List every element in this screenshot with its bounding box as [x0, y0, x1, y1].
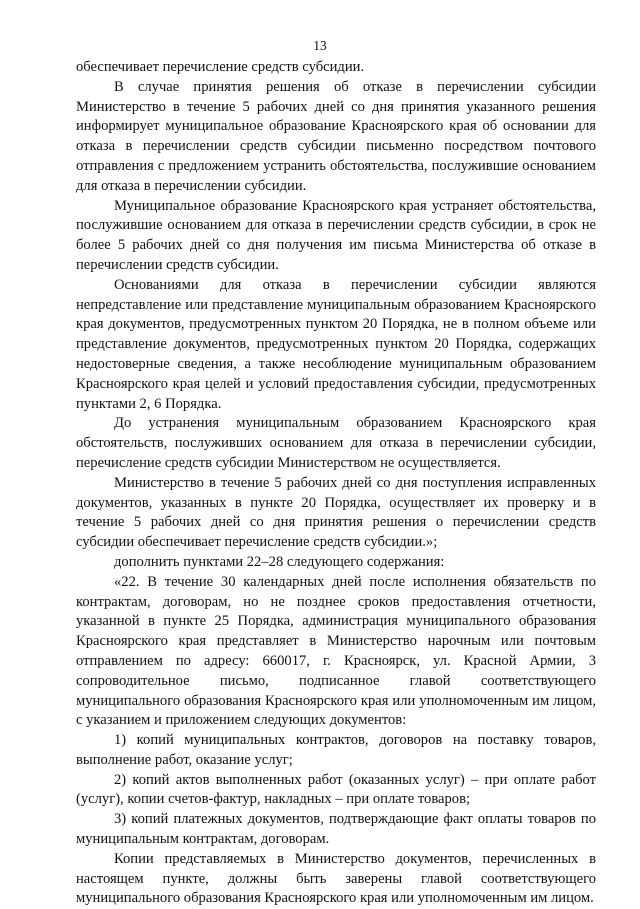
list-item: 2) копий актов выполненных работ (оказанных услуг) – при оплате работ (услуг), копии счетов-фактур, накладных – при оплате товаров; — [76, 771, 596, 808]
paragraph: В случае принятия решения об отказе в перечислении субсидии Министерство в течение 5 рабочих дней со дня принятия указанного решения информирует муниципальное образование Красноярского края об основании для отказа в перечислении средств субсидии письменно посредством почтового отправления с предложением устранить обстоятельства, послужившие основанием для отказа в перечислении субсидии. — [76, 78, 596, 194]
paragraph: обеспечивает перечисление средств субсидии. — [76, 59, 365, 75]
list-item: 3) копий платежных документов, подтверждающие факт оплаты товаров по муниципальным контрактам, договорам. — [76, 811, 596, 848]
paragraph: Министерство в течение 5 рабочих дней со дня поступления исправленных документов, указанных в пункте 20 Порядка, осуществляет их проверку и в течение 5 рабочих дней со дня принятия решения о перечислении средств субсидии обеспечивает перечисление средств субсидии.»; — [76, 474, 596, 551]
paragraph: Копии представляемых в Министерство документов, перечисленных в настоящем пункте, должны быть заверены главой соответствующего муниципального образования Красноярского края или уполномоченным им лицом. — [76, 850, 596, 907]
page-number: 13 — [313, 38, 327, 53]
paragraph: Муниципальное образование Красноярского края устраняет обстоятельства, послужившие основанием для отказа в перечислении средств субсидии, в срок не более 5 рабочих дней со дня получения им письма Министерства об отказе в перечислении средств субсидии. — [76, 197, 596, 273]
document-body — [76, 58, 596, 909]
list-item: 1) копий муниципальных контрактов, договоров на поставку товаров, выполнение работ, оказание услуг; — [76, 732, 596, 768]
paragraph: дополнить пунктами 22–28 следующего содержания: — [114, 553, 445, 570]
paragraph: Основаниями для отказа в перечислении субсидии являются непредставление или представление муниципальным образованием Красноярского края документов, предусмотренных пунктом 20 Порядка, не в полном объеме или представление документов, предусмотренных пунктом 20 Порядка, содержащих недостоверные сведения, а также несоблюдение муниципальным образованием Красноярского края целей и условий предоставления субсидии, предусмотренных пунктами 2, 6 Порядка. — [76, 276, 596, 412]
paragraph: «22. В течение 30 календарных дней после исполнения обязательств по контрактам, договорам, но не позднее сроков предоставления отчетности, указанной в пункте 25 Порядка, администрация муниципального образования Красноярского края представляет в Министерство нарочным или почтовым отправлением по адресу: 660017, г. Красноярск, ул. Красной Армии, 3 сопроводительное письмо, подписанное главой соответствующего муниципального образования Красноярского края или уполномоченным им лицом, с указанием и приложением следующих документов: — [76, 573, 596, 729]
paragraph: До устранения муниципальным образованием Красноярского края обстоятельств, послуживших основанием для отказа в перечислении субсидии, перечисление средств субсидии Министерством не осуществляется. — [76, 415, 596, 471]
